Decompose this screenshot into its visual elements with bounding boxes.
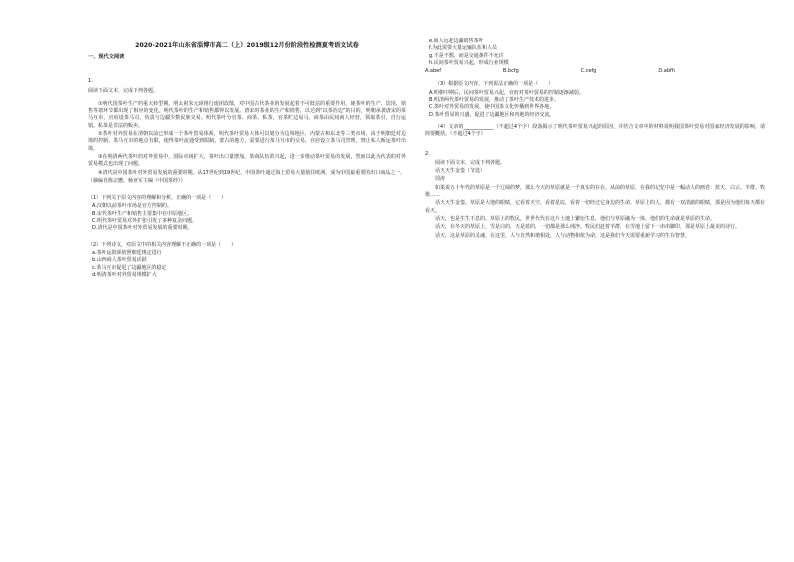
answer-option: B.宋代茶叶生产和销售主要集中在中原地区。 — [92, 210, 193, 217]
question-intro: 阅读下面文本，完成下列各题。 — [435, 159, 506, 166]
question-intro: 阅读下面文本，完成下列各题。 — [88, 87, 159, 94]
subquestion-stem: （2）下列诗文，对原文中的相关内容理解不正确的一项是（ ） — [88, 241, 237, 248]
passage-paragraph: ③在明清两代茶叶的对外贸易中，国际市场扩大，茶叶出口量增加，茶商队伍的兴起，进一步推动茶叶贸易的发展，然而以此为代表的对外贸易模式也出现了问题。 — [88, 153, 406, 168]
right-column — [425, 38, 765, 558]
answer-choice-row — [425, 68, 675, 75]
answer-option: a.茶叶运销须依照朝廷规定进行 — [92, 249, 162, 256]
answer-option: A.明朝中期后，民间茶叶贸易兴起，官府对茶叶贸易的控制逐渐减弱。 — [429, 89, 584, 96]
answer-option: D.茶叶贸易的兴盛，促进了边疆地区和内地的经济交流。 — [429, 111, 555, 118]
answer-choice: D.abfh — [658, 68, 675, 75]
story-paragraph: 话天天生金銮。草原是大地的眼睛，它看着天空，看着星辰，看着一切经过它身边的生命。草原上的人，都有一双清澈的眼睛，那是因为他们每天都在看天。 — [425, 200, 765, 214]
subquestion-stem: （4）文章的____________（不超过4个字）段落揭示了明代茶叶贸易兴起的原因，并结合文章中的材料说明我国茶叶贸易对国家经济发展的影响，请简要概括。（不超过4个字） — [425, 123, 765, 138]
answer-option: e.商人远赴边疆销售茶叶 — [429, 38, 484, 44]
answer-option: B.明清两代茶叶贸易的发展，推动了茶叶生产技术的进步。 — [429, 97, 560, 104]
passage-paragraph: ④清代是中国茶叶对外贸易发展的重要时期。从17世纪到19世纪，中国茶叶通过海上贸易大量销往欧洲，成为中国最重要的出口商品之一。 — [98, 169, 406, 176]
answer-option: f.为此需要大量运输队伍和人员 — [429, 45, 497, 52]
story-title: 话天天生金銮（节选） — [435, 168, 486, 175]
section-heading: 一、现代文阅读 — [88, 54, 125, 60]
answer-option: A.汉朝以前茶叶市场是官方控制的。 — [92, 203, 172, 210]
passage-source: （摘编自陈宗懋、杨亚军主编《中国茶经》） — [88, 177, 186, 184]
answer-option: c.茶马互市促进了边疆地区的稳定 — [92, 264, 167, 271]
story-author: 周涛 — [435, 176, 446, 183]
page-title: 2020-2021年山东省淄博市高二（上）2019级12月份阶段性检测夏考语文试卷 — [135, 42, 359, 49]
story-paragraph: 如果说五十年代的草原是一个辽阔的梦，那么今天的草原就是一个真实的存在。从前的草原，在我的记忆中是一幅动人的画卷：蓝天、白云、羊群、牧歌…… — [425, 184, 765, 199]
answer-option: h.民间茶叶贸易兴起，形成行业规模 — [429, 59, 509, 66]
story-paragraph: 话天，也是生生不息的。草原上的牧民，世世代代在这片土地上繁衍生息，他们与草原融为一体，他们的生命就是草原的生命。 — [435, 215, 716, 222]
story-paragraph: 话天，在冬天的草原上，雪是白的，天是蓝的，一切都是那么纯净。牧民们赶着羊群，在雪地上留下一串串脚印，那是草原上最美的诗行。 — [435, 224, 741, 231]
passage-paragraph: ②茶叶对外贸易在清朝以前已形成一个茶叶贸易体系，明代茶叶贸易大体可以划分为边境地区、内蒙古和东北等三类市场。由于明朝廷对边境的控制，茶马互市的地点有限，使得茶叶流通受到限制。蒙古的地方，需要进行茶马互市的交易，官府设立茶马司管理，禁止私人贩运茶叶出境。 — [88, 131, 406, 152]
left-column — [88, 40, 406, 558]
answer-option: d.明清茶叶对外贸易规模扩大 — [92, 271, 157, 278]
subquestion-stem: （3）根据原文内容，下列说法正确的一项是（ ） — [435, 81, 554, 88]
subquestion-stem: （1）下列关于原文内容的理解和分析，正确的一项是（ ） — [88, 195, 227, 202]
answer-choice: B.bcfg — [502, 68, 519, 75]
answer-option: b.山西商人茶叶贸易活跃 — [92, 257, 147, 264]
answer-option: C.茶叶对外贸易的发展，使中国茶文化传播到世界各地。 — [429, 104, 555, 111]
answer-option: C.明代茶叶贸易对外扩张引发了多种复杂问题。 — [92, 218, 198, 225]
question-number: 2. — [425, 150, 430, 157]
question-number: 1. — [88, 78, 93, 85]
story-paragraph: 话天，这是草原的灵魂。在这里，人与自然和谐相处，人与动物相依为命，这是我们今天需要重新学习的生存智慧。 — [435, 232, 691, 239]
answer-option: D.清代是中国茶叶对外贸易发展的重要时期。 — [92, 225, 193, 232]
answer-choice: C.cefg — [580, 68, 597, 75]
answer-choice: A.abef — [425, 68, 441, 75]
answer-option: g.不是不想，而是交通条件不允许 — [429, 52, 504, 59]
passage-paragraph: ①明代国茶叶生产的重大转型期。明太祖朱元璋推行废团改散，对中国古代茶业的发展起着不可低估的重要作用，使茶叶的生产、饮用、销售等诸环节都出现了相应的变化。明代茶叶的生产和销售都得以发展。唐宋时茶业的生产和销售，以达到“以茶治边”的目的，明朝承袭唐宋的茶马互市，官府设茶马司，负责与边疆少数民族交易。明代茶叶分官茶、商茶、私茶，官茶贮边易马，商茶由民间商人经营，领取茶引，自行运销。私茶是非法的贩卖。 — [88, 100, 406, 129]
